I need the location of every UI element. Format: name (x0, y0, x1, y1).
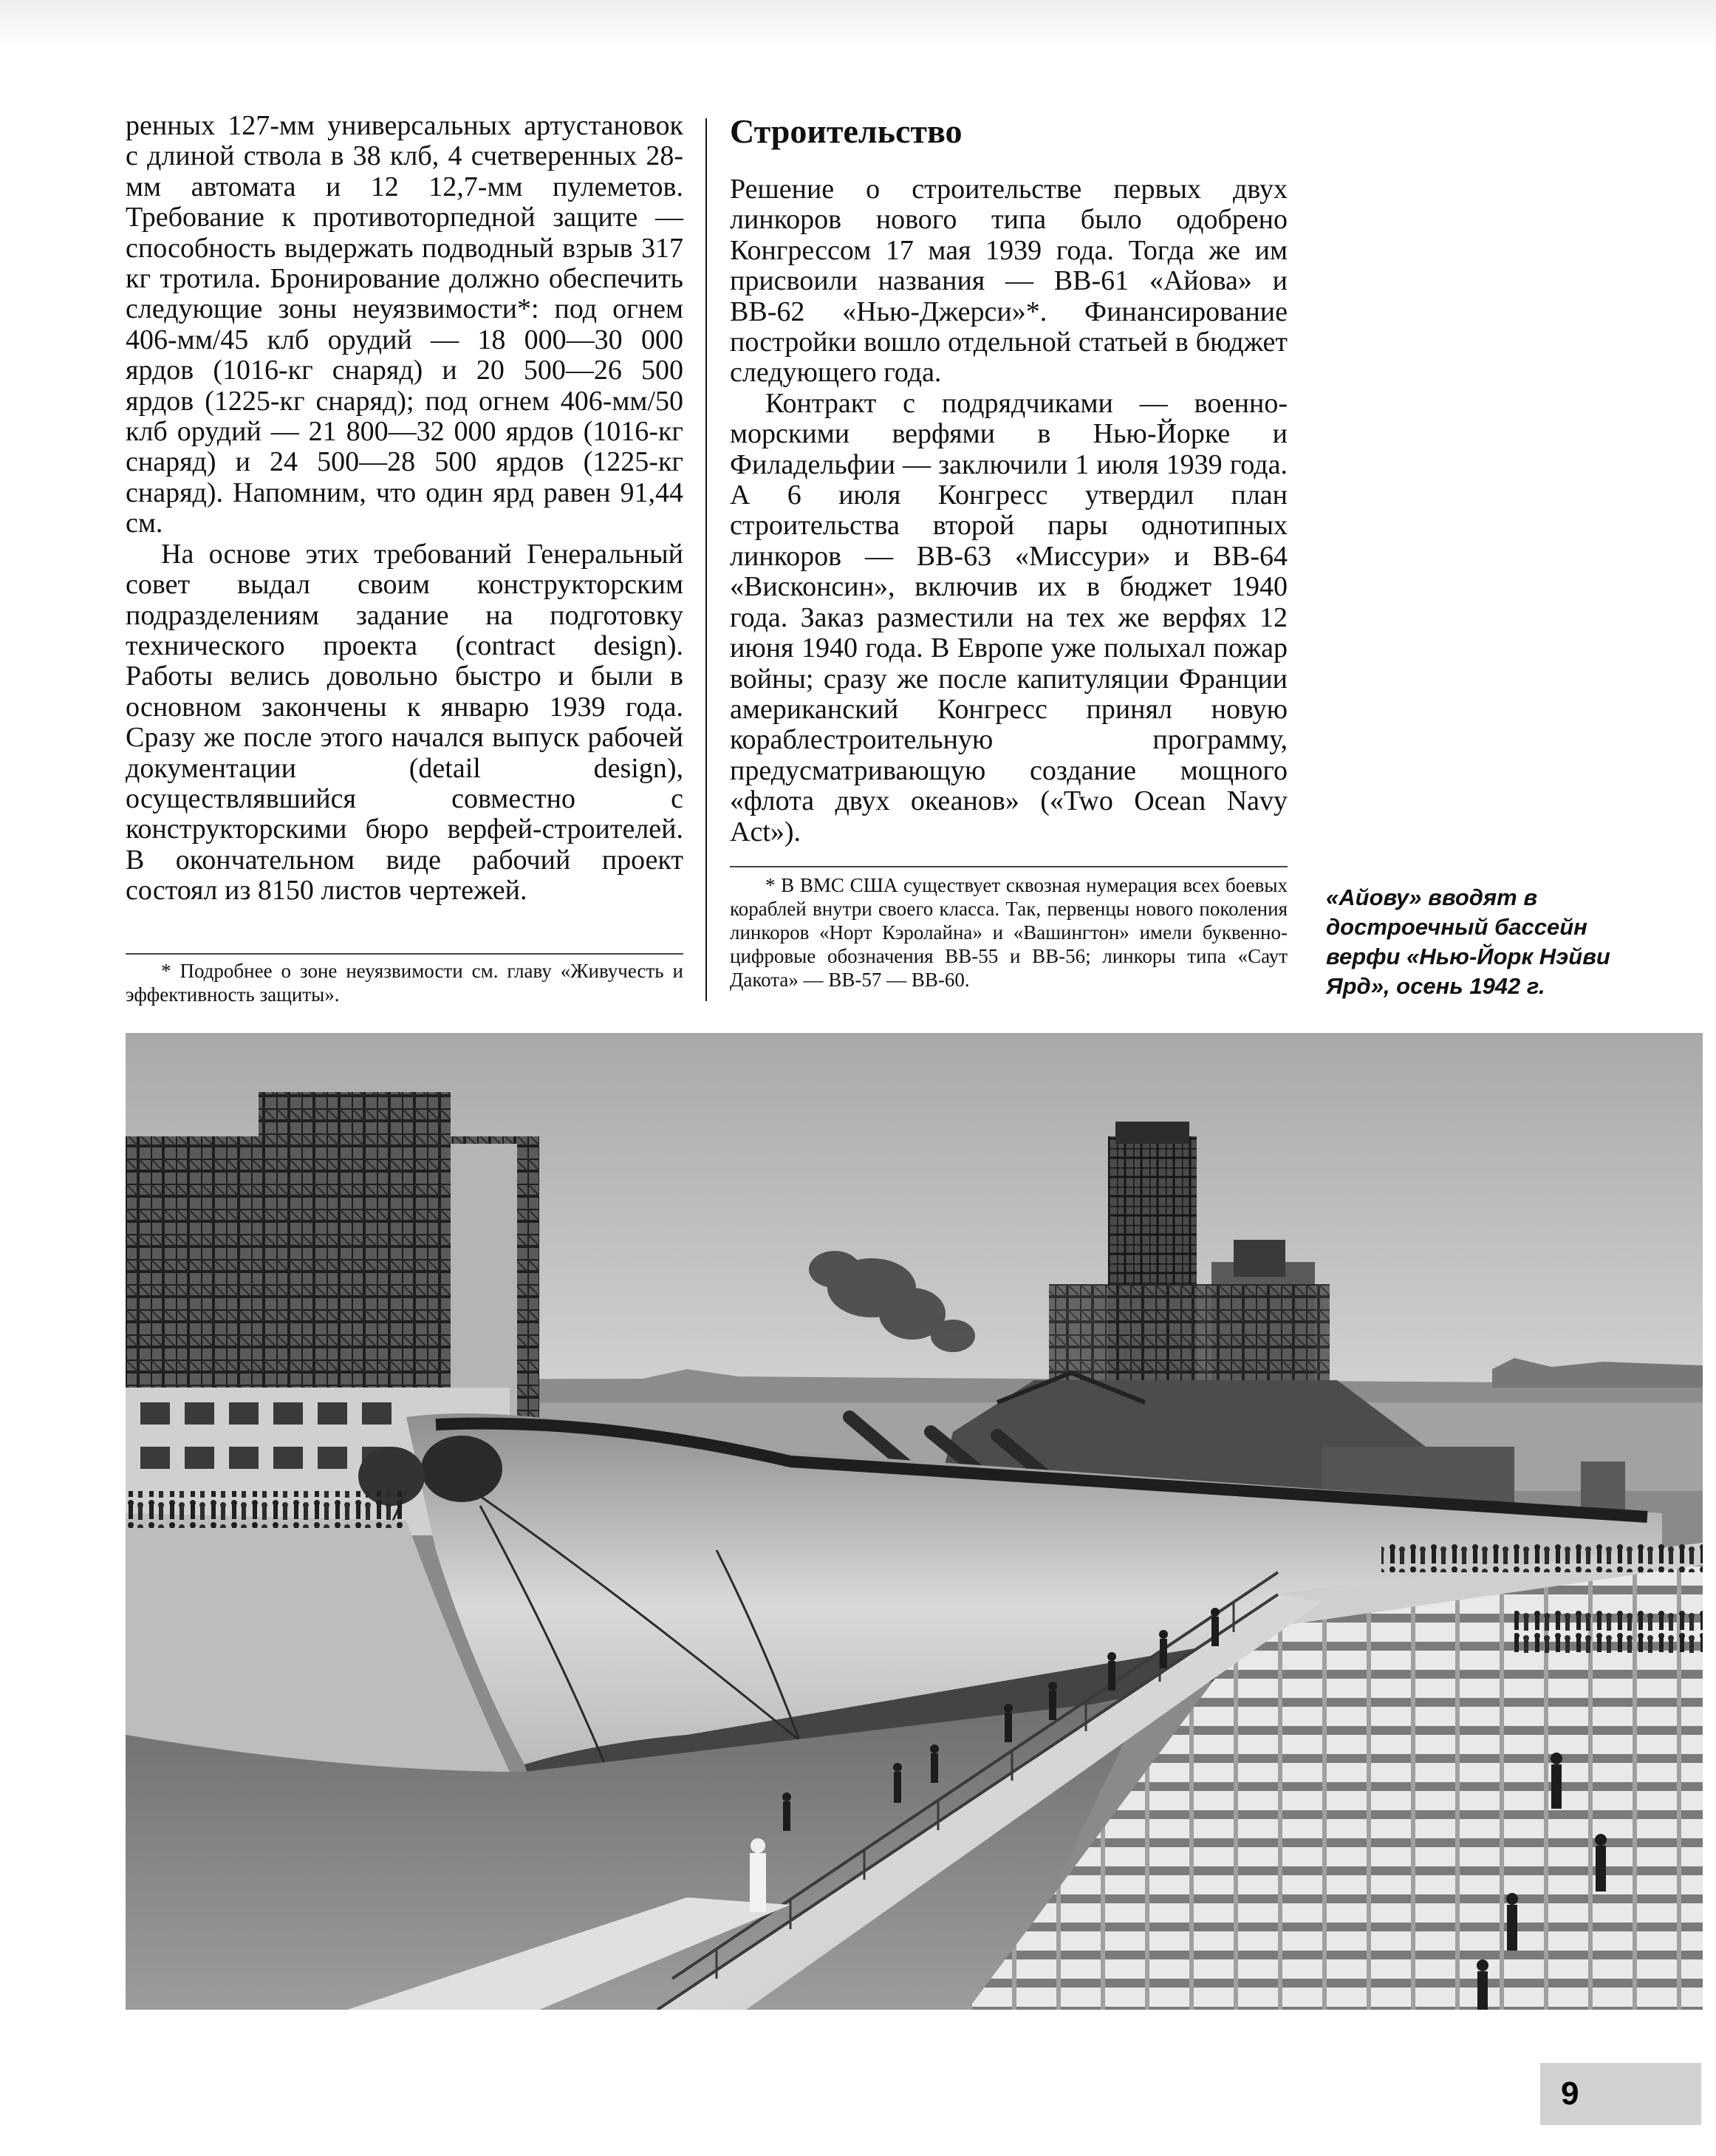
column-divider (705, 118, 707, 1001)
left-column (126, 111, 683, 907)
scan-shade (0, 0, 1716, 52)
left-paragraph-1: ренных 127-мм универсальных артустановок с длиной ствола в 38 клб, 4 счетверенных 28-мм автомата и 12 12,7-мм пулеметов. Требование к противоторпедной защите — способность выдержать подводный взрыв 317 кг тротила. Бронирование должно обеспечить следующие зоны неуязвимости*: под огнем 406-мм/45 клб орудий — 18 000—30 000 ярдов (1016-кг снаряд) и 20 500—26 500 ярдов (1225-кг снаряд); под огнем 406-мм/50 клб орудий — 21 800—32 000 ярдов (1016-кг снаряд) и 24 500—28 500 ярдов (1225-кг снаряд). Напомним, что один ярд равен 91,44 см. (126, 110, 683, 539)
left-footnote: * Подробнее о зоне неуязвимости см. главу «Живучесть и эффективность защиты». (126, 960, 683, 1006)
right-footnote-rule (730, 866, 1288, 867)
photo-caption: «Айову» вводят в достроечный бассейн верфи «Нью-Йорк Нэйви Ярд», осень 1942 г. (1326, 884, 1610, 999)
page-number-box (1540, 2063, 1701, 2125)
right-footnote: * В ВМС США существует сквозная нумерация всех боевых кораблей внутри своего класса. Так, первенцы нового поколения линкоров «Норт Кэролайна» и «Вашингтон» имели буквенно-цифровые обозначения ВВ-55 и ВВ-56; линкоры типа «Саут Дакота» — ВВ-57 — ВВ-60. (730, 874, 1288, 991)
right-paragraph-1: Решение о строительстве первых двух линкоров нового типа было одобрено Конгрессом 17 мая 1939 года. Тогда же им присвоили названия — ВВ-61 «Айова» и ВВ-62 «Нью-Джерси»*. Финансирование постройки вошло отдельной статьей в бюджет следующего года. (730, 174, 1288, 389)
left-footnote-rule (126, 953, 683, 955)
battleship-photo (126, 1033, 1703, 2010)
right-paragraph-2: Контракт с подрядчиками — военно-морскими верфями в Нью-Йорке и Филадельфии — заключили 1 июля 1939 года. А 6 июля Конгресс утвердил план строительства второй пары однотипных линкоров — ВВ-63 «Миссури» и ВВ-64 «Висконсин», включив их в бюджет 1940 года. Заказ разместили на тех же верфях 12 июня 1940 года. В Европе уже полыхал пожар войны; сразу же после капитуляции Франции американский Конгресс принял новую кораблестроительную программу, предусматривающую создание мощного «флота двух океанов» («Two Ocean Navy Act»). (730, 387, 1288, 847)
page-number: 9 (1561, 2075, 1579, 2112)
right-column (730, 174, 1288, 847)
section-heading: Строительство (730, 112, 963, 150)
left-paragraph-2: На основе этих требований Генеральный совет выдал своим конструкторским подразделениям задание на подготовку технического проекта (contract design). Работы велись довольно быстро и были в основном закончены к январю 1939 года. Сразу же после этого начался выпуск рабочей документации (detail design), осуществлявшийся совместно с конструкторскими бюро верфей-строителей. В окончательном виде рабочий проект состоял из 8150 листов чертежей. (126, 538, 683, 907)
